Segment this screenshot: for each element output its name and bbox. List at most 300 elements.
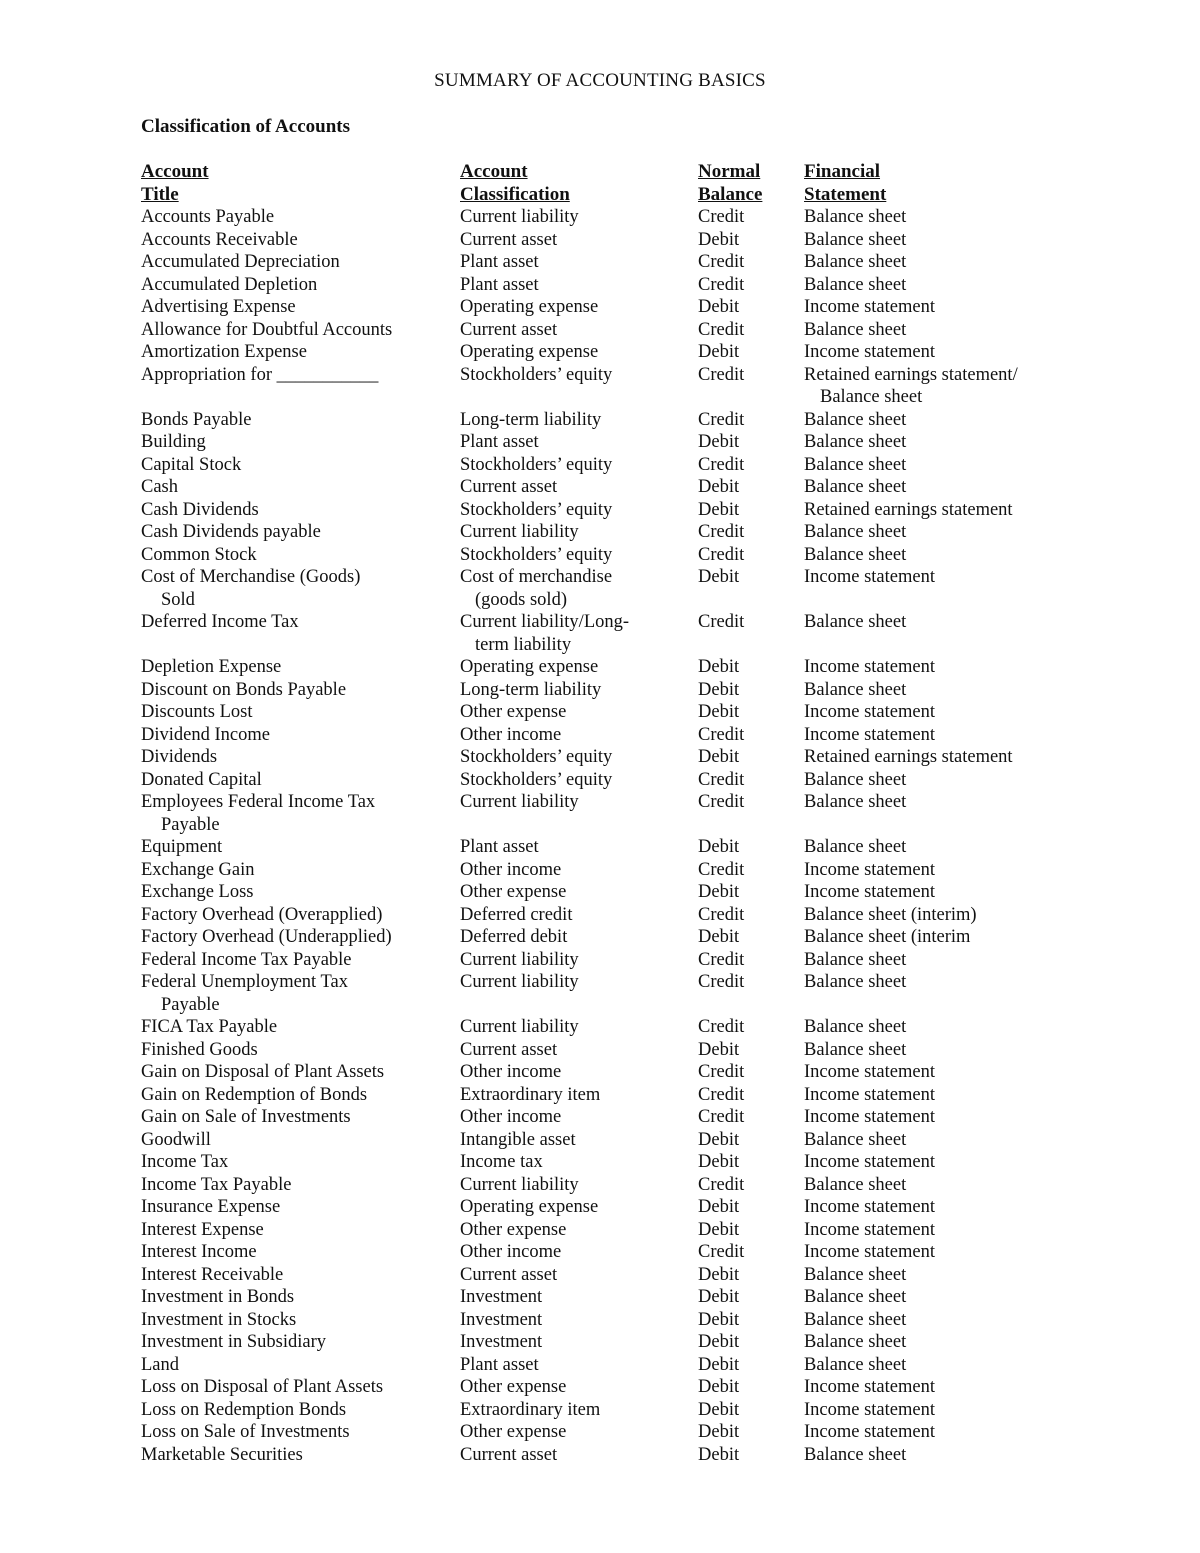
normal-balance-cell-line: Credit — [698, 319, 745, 340]
table-row — [0, 1399, 1200, 1422]
account-title-cell-line: Cash Dividends payable — [141, 522, 321, 542]
table-row — [0, 1016, 1200, 1039]
account-title-cell — [141, 1129, 211, 1152]
account-classification-cell-line: Plant asset — [460, 432, 539, 452]
account-title-cell-line: Cost of Merchandise (Goods) — [141, 567, 361, 587]
account-classification-cell-line: term liability — [475, 634, 572, 655]
normal-balance-cell — [698, 409, 744, 432]
normal-balance-cell — [698, 206, 744, 229]
normal-balance-cell — [698, 679, 739, 702]
normal-balance-cell-line: Credit — [698, 522, 745, 542]
normal-balance-cell-line: Credit — [698, 949, 745, 970]
table-row — [0, 1151, 1200, 1174]
table-row — [0, 476, 1200, 499]
financial-statement-cell — [804, 769, 906, 792]
account-classification-cell-line: Operating expense — [460, 1197, 599, 1217]
account-title-cell — [141, 1241, 257, 1264]
account-classification-cell — [460, 409, 601, 432]
financial-statement-cell-line: Income statement — [804, 1197, 935, 1217]
normal-balance-cell — [698, 904, 744, 927]
normal-balance-cell-line: Debit — [698, 1354, 740, 1375]
account-title-cell — [141, 341, 307, 364]
account-classification-cell-line: Other income — [460, 1062, 562, 1082]
financial-statement-cell — [804, 1151, 935, 1174]
account-title-cell — [141, 656, 281, 679]
account-title-cell — [141, 544, 257, 567]
account-title-cell-line: Sold — [161, 589, 195, 610]
financial-statement-cell — [804, 1196, 935, 1219]
account-classification-cell — [460, 1196, 598, 1219]
financial-statement-cell — [804, 296, 935, 319]
normal-balance-cell — [698, 1399, 739, 1422]
normal-balance-cell — [698, 1354, 739, 1377]
account-classification-cell — [460, 1106, 561, 1129]
account-title-cell — [141, 836, 222, 859]
table-row — [0, 499, 1200, 522]
account-classification-cell-line: Other income — [460, 724, 562, 745]
account-title-cell-line: Capital Stock — [141, 454, 242, 475]
account-title-cell-line: Factory Overhead (Underapplied) — [141, 927, 392, 947]
normal-balance-cell — [698, 1331, 739, 1354]
financial-statement-cell-line: Balance sheet — [804, 274, 907, 295]
financial-statement-cell-line: Balance sheet — [804, 612, 907, 632]
table-row — [0, 1241, 1200, 1264]
account-title-cell-line: Accounts Receivable — [141, 229, 298, 250]
financial-statement-cell — [804, 319, 906, 342]
account-title-cell — [141, 364, 378, 387]
account-classification-cell — [460, 1039, 557, 1062]
account-classification-cell — [460, 566, 612, 611]
normal-balance-cell-line: Credit — [698, 274, 745, 295]
account-classification-cell — [460, 1129, 576, 1152]
account-classification-cell-line: Long-term liability — [460, 679, 602, 700]
account-classification-cell-line: Income tax — [460, 1152, 543, 1172]
account-classification-cell — [460, 836, 539, 859]
account-classification-cell — [460, 341, 598, 364]
account-title-cell — [141, 1286, 294, 1309]
normal-balance-cell — [698, 1039, 739, 1062]
table-row — [0, 836, 1200, 859]
financial-statement-cell-line: Income statement — [804, 882, 935, 902]
account-title-cell — [141, 724, 270, 747]
account-title-cell-line: Federal Income Tax Payable — [141, 949, 352, 970]
account-title-cell-line: Payable — [161, 814, 220, 835]
account-classification-cell — [460, 1264, 557, 1287]
financial-statement-cell-line: Balance sheet — [804, 1264, 907, 1285]
account-classification-cell — [460, 521, 579, 544]
normal-balance-cell — [698, 1016, 744, 1039]
normal-balance-cell — [698, 274, 744, 297]
financial-statement-cell — [804, 1354, 906, 1377]
table-row — [0, 1354, 1200, 1377]
table-row — [0, 1264, 1200, 1287]
financial-statement-cell-line: Income statement — [804, 1399, 935, 1420]
financial-statement-cell — [804, 1219, 935, 1242]
account-title-cell — [141, 1354, 179, 1377]
account-title-cell-line: Advertising Expense — [141, 297, 296, 317]
table-row — [0, 274, 1200, 297]
account-title-cell-line: Accounts Payable — [141, 207, 275, 227]
table-row — [0, 341, 1200, 364]
account-classification-cell — [460, 1331, 542, 1354]
financial-statement-cell-line: Balance sheet — [804, 1287, 907, 1307]
account-classification-cell-line: Current asset — [460, 1264, 558, 1285]
account-classification-cell — [460, 206, 579, 229]
account-title-cell-line: Deferred Income Tax — [141, 612, 299, 632]
account-classification-cell-line: Current asset — [460, 319, 558, 340]
financial-statement-cell-line: Balance sheet — [804, 679, 907, 700]
account-classification-cell — [460, 1016, 579, 1039]
account-classification-cell — [460, 1151, 543, 1174]
normal-balance-cell — [698, 746, 739, 769]
table-row — [0, 1196, 1200, 1219]
financial-statement-cell-line: Balance sheet (interim — [804, 927, 971, 947]
account-classification-cell — [460, 904, 572, 927]
account-classification-cell-line: Other expense — [460, 882, 567, 902]
account-classification-cell-line: Operating expense — [460, 297, 599, 317]
account-title-cell-line: Dividend Income — [141, 724, 270, 745]
account-classification-cell — [460, 1061, 561, 1084]
financial-statement-cell — [804, 881, 935, 904]
table-row — [0, 949, 1200, 972]
normal-balance-cell-line: Credit — [698, 544, 745, 565]
normal-balance-cell — [698, 1286, 739, 1309]
header-line: Title — [141, 183, 179, 205]
account-classification-cell — [460, 859, 561, 882]
financial-statement-cell-line: Retained earnings statement — [804, 747, 1013, 767]
account-title-cell-line: Income Tax Payable — [141, 1174, 292, 1195]
normal-balance-cell-line: Credit — [698, 207, 745, 227]
normal-balance-cell-line: Credit — [698, 792, 745, 812]
account-title-cell — [141, 499, 259, 522]
financial-statement-cell-line: Income statement — [804, 724, 935, 745]
normal-balance-cell — [698, 1061, 744, 1084]
normal-balance-cell — [698, 769, 744, 792]
account-classification-cell-line: Extraordinary item — [460, 1399, 601, 1420]
account-classification-cell-line: Stockholders’ equity — [460, 454, 613, 475]
financial-statement-cell-line: Balance sheet — [804, 769, 907, 790]
account-classification-cell-line: Current asset — [460, 1444, 558, 1465]
financial-statement-cell-line: Income statement — [804, 1377, 935, 1397]
normal-balance-cell-line: Debit — [698, 1129, 740, 1150]
financial-statement-cell-line: Income statement — [804, 657, 935, 677]
account-title-cell-line: Loss on Disposal of Plant Assets — [141, 1377, 384, 1397]
account-classification-cell — [460, 656, 598, 679]
financial-statement-cell-line: Balance sheet — [804, 1444, 907, 1465]
account-title-cell — [141, 679, 346, 702]
account-classification-cell-line: Plant asset — [460, 1354, 539, 1375]
account-title-cell — [141, 926, 392, 949]
financial-statement-cell — [804, 499, 1013, 522]
normal-balance-cell — [698, 499, 739, 522]
financial-statement-cell-line: Balance sheet — [804, 1017, 907, 1037]
account-classification-cell-line: Stockholders’ equity — [460, 544, 613, 565]
account-title-cell-line: Investment in Subsidiary — [141, 1332, 326, 1352]
financial-statement-cell-line: Balance sheet — [804, 949, 907, 970]
account-title-cell-line: Factory Overhead (Overapplied) — [141, 904, 383, 925]
account-title-cell-line: Loss on Redemption Bonds — [141, 1399, 347, 1420]
financial-statement-cell-line: Balance sheet — [804, 432, 907, 452]
normal-balance-cell-line: Credit — [698, 1174, 745, 1195]
financial-statement-cell — [804, 1039, 906, 1062]
financial-statement-cell — [804, 679, 906, 702]
account-title-cell-line: Cash — [141, 477, 178, 497]
table-row — [0, 1039, 1200, 1062]
account-classification-cell — [460, 701, 566, 724]
financial-statement-cell — [804, 1106, 935, 1129]
account-title-cell-line: Land — [141, 1354, 180, 1375]
account-classification-cell-line: Other income — [460, 1242, 562, 1262]
table-row — [0, 521, 1200, 544]
account-title-cell — [141, 454, 241, 477]
normal-balance-cell-line: Credit — [698, 612, 745, 632]
table-row — [0, 431, 1200, 454]
account-classification-cell-line: Other income — [460, 859, 562, 880]
normal-balance-cell-line: Debit — [698, 1197, 740, 1217]
financial-statement-cell-line: Balance sheet — [804, 409, 907, 430]
table-row — [0, 1084, 1200, 1107]
account-title-cell-line: Cash Dividends — [141, 499, 259, 520]
account-title-cell — [141, 251, 340, 274]
normal-balance-cell-line: Credit — [698, 409, 745, 430]
financial-statement-cell — [804, 1264, 906, 1287]
financial-statement-cell — [804, 1376, 935, 1399]
financial-statement-cell-line: Income statement — [804, 1422, 935, 1442]
account-title-cell-line: Exchange Loss — [141, 882, 254, 902]
account-title-cell-line: Depletion Expense — [141, 657, 282, 677]
normal-balance-cell-line: Debit — [698, 702, 740, 722]
financial-statement-cell — [804, 454, 906, 477]
account-title-cell-line: Goodwill — [141, 1129, 211, 1150]
financial-statement-cell-line: Income statement — [804, 702, 935, 722]
normal-balance-cell-line: Credit — [698, 252, 745, 272]
account-title-cell — [141, 791, 375, 836]
account-title-cell — [141, 1264, 283, 1287]
financial-statement-cell-line: Balance sheet — [804, 454, 907, 475]
financial-statement-cell-line: Income statement — [804, 1084, 935, 1105]
normal-balance-cell-line: Credit — [698, 1107, 745, 1127]
normal-balance-cell — [698, 1219, 739, 1242]
account-title-cell-line: Equipment — [141, 837, 223, 857]
account-title-cell — [141, 274, 317, 297]
account-title-cell — [141, 1016, 277, 1039]
normal-balance-cell — [698, 431, 739, 454]
normal-balance-cell-line: Debit — [698, 679, 740, 700]
account-classification-cell — [460, 1286, 542, 1309]
normal-balance-cell-line: Credit — [698, 972, 745, 992]
financial-statement-cell-line: Balance sheet (interim) — [804, 904, 977, 925]
normal-balance-cell — [698, 364, 744, 387]
table-row — [0, 566, 1200, 611]
account-title-cell — [141, 769, 262, 792]
account-classification-cell-line: Current liability — [460, 949, 579, 970]
financial-statement-cell — [804, 364, 1018, 409]
account-title-cell — [141, 1399, 346, 1422]
table-row — [0, 1331, 1200, 1354]
account-classification-cell-line: (goods sold) — [475, 589, 567, 610]
financial-statement-cell — [804, 1309, 906, 1332]
account-classification-cell-line: Plant asset — [460, 252, 539, 272]
account-classification-cell — [460, 499, 612, 522]
account-classification-cell-line: Current liability — [460, 792, 579, 812]
financial-statement-cell — [804, 746, 1013, 769]
normal-balance-cell-line: Debit — [698, 499, 740, 520]
financial-statement-cell — [804, 904, 977, 927]
financial-statement-cell — [804, 949, 906, 972]
account-title-cell — [141, 1106, 351, 1129]
table-row — [0, 229, 1200, 252]
table-row — [0, 364, 1200, 409]
account-classification-cell-line: Cost of merchandise — [460, 567, 613, 587]
table-row — [0, 1129, 1200, 1152]
account-classification-cell — [460, 1376, 566, 1399]
financial-statement-cell — [804, 1016, 906, 1039]
account-title-cell — [141, 1444, 303, 1467]
financial-statement-cell-line: Balance sheet — [804, 252, 907, 272]
table-row — [0, 971, 1200, 1016]
account-title-cell — [141, 521, 321, 544]
normal-balance-cell — [698, 476, 739, 499]
normal-balance-cell — [698, 251, 744, 274]
account-classification-cell — [460, 364, 612, 387]
financial-statement-cell-line: Balance sheet — [804, 477, 907, 497]
header-line: Normal — [698, 161, 761, 182]
accounts-table — [0, 161, 1200, 1466]
normal-balance-cell-line: Debit — [698, 927, 740, 947]
account-classification-cell — [460, 454, 612, 477]
account-classification-cell — [460, 319, 557, 342]
account-title-cell-line: Accumulated Depreciation — [141, 252, 340, 272]
account-classification-cell-line: Extraordinary item — [460, 1084, 601, 1105]
table-row — [0, 1219, 1200, 1242]
financial-statement-cell-line: Income statement — [804, 1242, 935, 1262]
account-title-cell — [141, 611, 299, 634]
account-title-cell-line: Donated Capital — [141, 769, 262, 790]
account-classification-cell-line: Investment — [460, 1332, 543, 1352]
table-row — [0, 1286, 1200, 1309]
financial-statement-cell-line: Balance sheet — [804, 207, 907, 227]
account-title-cell — [141, 1151, 228, 1174]
normal-balance-cell-line: Credit — [698, 904, 745, 925]
account-title-cell — [141, 1421, 350, 1444]
account-classification-cell-line: Current liability — [460, 522, 579, 542]
account-title-cell-line: Federal Unemployment Tax — [141, 972, 348, 992]
financial-statement-cell — [804, 1241, 935, 1264]
normal-balance-cell-line: Debit — [698, 477, 740, 497]
account-title-cell — [141, 746, 217, 769]
normal-balance-cell-line: Credit — [698, 859, 745, 880]
normal-balance-cell — [698, 1241, 744, 1264]
header-line: Classification — [460, 183, 570, 205]
account-title-cell-line: Finished Goods — [141, 1039, 258, 1060]
normal-balance-cell-line: Debit — [698, 1152, 740, 1172]
normal-balance-cell-line: Debit — [698, 229, 740, 250]
normal-balance-cell-line: Debit — [698, 432, 740, 452]
financial-statement-cell — [804, 1174, 906, 1197]
account-title-cell-line: Appropriation for ___________ — [141, 364, 379, 385]
account-classification-cell — [460, 746, 612, 769]
page-title: SUMMARY OF ACCOUNTING BASICS — [434, 70, 766, 91]
financial-statement-cell — [804, 1331, 906, 1354]
financial-statement-cell — [804, 926, 970, 949]
account-classification-cell — [460, 476, 557, 499]
account-title-cell — [141, 1309, 296, 1332]
account-classification-cell — [460, 926, 567, 949]
account-title-cell-line: Gain on Sale of Investments — [141, 1107, 351, 1127]
table-row — [0, 611, 1200, 656]
normal-balance-cell — [698, 859, 744, 882]
account-title-cell — [141, 904, 382, 927]
account-title-cell-line: Interest Income — [141, 1242, 257, 1262]
normal-balance-cell-line: Debit — [698, 567, 740, 587]
account-classification-cell — [460, 1354, 539, 1377]
table-row — [0, 1106, 1200, 1129]
account-classification-cell — [460, 1309, 542, 1332]
account-title-cell-line: Common Stock — [141, 544, 257, 565]
financial-statement-cell-line: Income statement — [804, 1219, 935, 1240]
account-classification-cell — [460, 431, 539, 454]
account-title-cell-line: Interest Receivable — [141, 1264, 284, 1285]
table-row — [0, 1376, 1200, 1399]
financial-statement-cell-line: Income statement — [804, 567, 935, 587]
account-title-cell — [141, 701, 253, 724]
financial-statement-cell — [804, 431, 906, 454]
account-classification-cell — [460, 881, 566, 904]
financial-statement-cell-line: Balance sheet — [804, 1309, 907, 1330]
account-classification-cell-line: Intangible asset — [460, 1129, 576, 1150]
normal-balance-cell — [698, 701, 739, 724]
financial-statement-cell — [804, 836, 906, 859]
account-title-cell-line: Employees Federal Income Tax — [141, 792, 376, 812]
financial-statement-cell — [804, 1129, 906, 1152]
normal-balance-cell-line: Debit — [698, 1039, 740, 1060]
header-line: Balance — [698, 183, 763, 205]
account-classification-cell — [460, 724, 561, 747]
account-classification-cell — [460, 949, 579, 972]
account-title-cell-line: Payable — [161, 994, 220, 1015]
normal-balance-cell-line: Credit — [698, 769, 745, 790]
account-classification-cell — [460, 1241, 561, 1264]
financial-statement-cell-line: Balance sheet — [804, 792, 907, 812]
normal-balance-cell — [698, 296, 739, 319]
normal-balance-cell — [698, 1264, 739, 1287]
financial-statement-cell-line: Balance sheet — [804, 229, 907, 250]
normal-balance-cell — [698, 1196, 739, 1219]
account-title-cell — [141, 881, 254, 904]
account-title-cell — [141, 1376, 383, 1399]
financial-statement-cell — [804, 859, 935, 882]
normal-balance-cell-line: Debit — [698, 1264, 740, 1285]
normal-balance-cell — [698, 1421, 739, 1444]
account-title-cell — [141, 431, 206, 454]
account-title-cell — [141, 1039, 258, 1062]
account-classification-cell — [460, 296, 598, 319]
account-title-cell-line: Dividends — [141, 747, 218, 767]
normal-balance-cell-line: Debit — [698, 1287, 740, 1307]
header-financial-statement — [804, 161, 886, 206]
header-normal-balance — [698, 161, 762, 206]
normal-balance-cell — [698, 1151, 739, 1174]
normal-balance-cell-line: Credit — [698, 1062, 745, 1082]
account-classification-cell-line: Other expense — [460, 1219, 567, 1240]
account-classification-cell-line: Current liability/Long- — [460, 612, 630, 632]
financial-statement-cell — [804, 1084, 935, 1107]
financial-statement-cell — [804, 791, 906, 814]
financial-statement-cell-line: Balance sheet — [820, 387, 923, 407]
financial-statement-cell-line: Balance sheet — [804, 1354, 907, 1375]
normal-balance-cell — [698, 319, 744, 342]
table-row — [0, 454, 1200, 477]
